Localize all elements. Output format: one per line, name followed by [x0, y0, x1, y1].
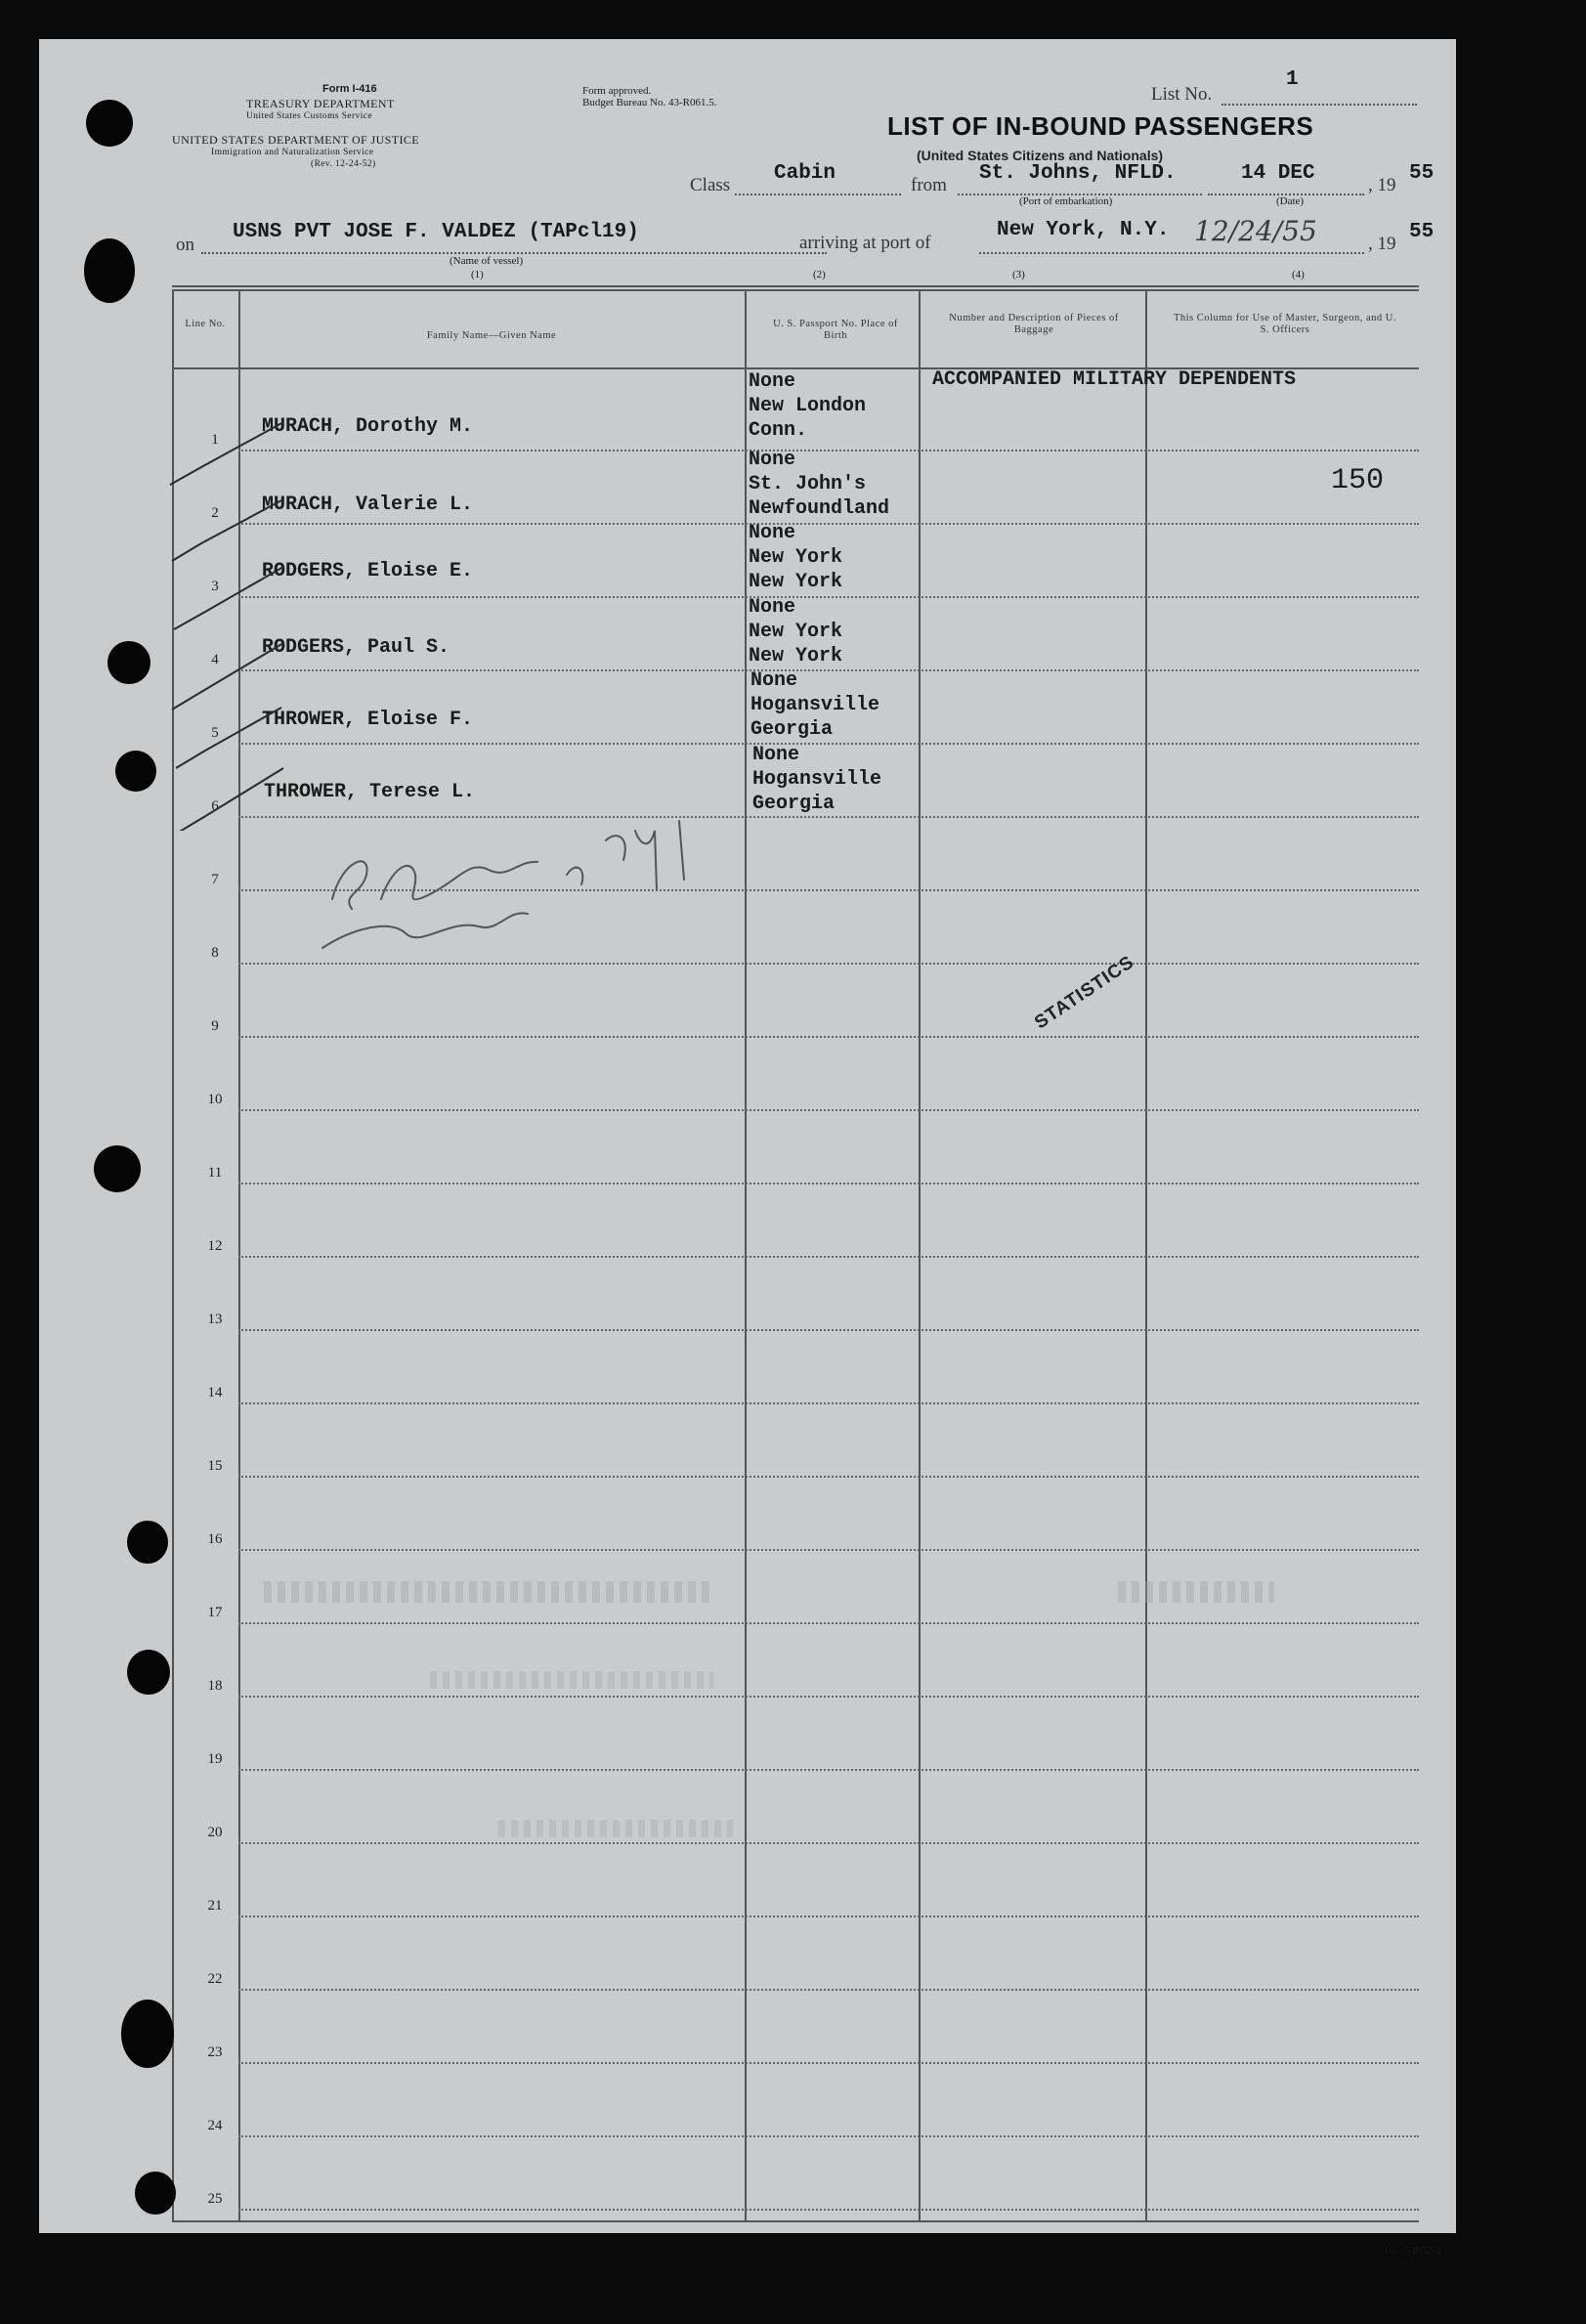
binder-hole [86, 100, 133, 147]
row-line [238, 669, 1419, 671]
arrival-port: New York, N.Y. [997, 219, 1170, 241]
birthplace-state: New York [749, 645, 843, 667]
binder-hole [115, 751, 156, 792]
line-number: 17 [207, 1605, 223, 1620]
row-line [238, 1549, 1419, 1551]
list-no-label: List No. [1151, 84, 1213, 105]
passenger-name: MURACH, Dorothy M. [262, 415, 474, 438]
line-number: 4 [211, 652, 219, 667]
binder-hole [127, 1650, 170, 1695]
agency-ins: Immigration and Naturalization Service [211, 148, 374, 157]
table-col-line-4 [1145, 289, 1147, 2220]
binder-hole [121, 2000, 174, 2068]
birthplace-state: Georgia [750, 718, 834, 741]
row-line [238, 1989, 1419, 1991]
birthplace-city: New York [749, 621, 843, 643]
passport-number: None [749, 522, 796, 544]
row-line [238, 450, 1419, 452]
line-number: 9 [211, 1018, 219, 1034]
line-number: 2 [211, 505, 219, 521]
passenger-name: MURACH, Valerie L. [262, 494, 474, 516]
row-line [238, 1329, 1419, 1331]
year-prefix: , 19 [1368, 175, 1396, 195]
line-number: 22 [207, 1971, 223, 1987]
header-baggage: Number and Description of Pieces of Baggage [949, 313, 1119, 335]
row-line [238, 2062, 1419, 2064]
passport-number: None [750, 669, 798, 692]
row-line [238, 1183, 1419, 1184]
line-number: 19 [207, 1751, 223, 1767]
line-number: 14 [207, 1385, 223, 1400]
table-bottom-border [172, 2220, 1419, 2222]
passenger-name: RODGERS, Eloise E. [262, 560, 474, 582]
passport-number: None [749, 596, 796, 619]
birthplace-state: Georgia [752, 793, 836, 815]
class-value: Cabin [774, 162, 836, 185]
line-number: 23 [207, 2044, 223, 2060]
header-line-no: Line No. [185, 319, 226, 329]
passport-number: None [749, 449, 796, 471]
inspector-signature [313, 801, 723, 968]
year2-value: 55 [1409, 221, 1435, 243]
row-line [238, 1036, 1419, 1038]
caption-3: (3) [1012, 269, 1025, 280]
line-number: 16 [207, 1531, 223, 1547]
passenger-name: THROWER, Terese L. [264, 781, 476, 803]
year-value: 55 [1409, 162, 1435, 185]
agency-justice: UNITED STATES DEPARTMENT OF JUSTICE [172, 133, 420, 147]
row-line [238, 1109, 1419, 1111]
line-number: 5 [211, 725, 219, 741]
passport-number: None [752, 744, 800, 766]
birthplace-state: New York [749, 571, 843, 593]
class-line [735, 194, 901, 195]
passport-number: None [749, 370, 796, 393]
passenger-name: RODGERS, Paul S. [262, 636, 450, 659]
from-label: from [911, 175, 947, 195]
row-line [238, 1842, 1419, 1844]
row-line [238, 2209, 1419, 2211]
list-no-value: 1 [1286, 68, 1299, 91]
check-marks [166, 420, 303, 831]
bleed-through-text [264, 1581, 713, 1603]
row-line [238, 1476, 1419, 1478]
table-col-line-2 [745, 289, 747, 2220]
line-number: 8 [211, 945, 219, 961]
line-number: 6 [211, 798, 219, 814]
row-line [238, 1256, 1419, 1258]
line-number: 15 [207, 1458, 223, 1474]
binder-hole [107, 641, 150, 684]
vessel-value: USNS PVT JOSE F. VALDEZ (TAPcl19) [233, 221, 639, 243]
officer-note: 150 [1331, 464, 1385, 497]
line-number: 13 [207, 1312, 223, 1327]
class-label: Class [690, 175, 731, 195]
arriving-label: arriving at port of [799, 233, 931, 253]
binder-hole [84, 238, 135, 303]
line-number: 10 [207, 1092, 223, 1107]
footer-code: 16—54652-2 [1384, 2245, 1441, 2257]
budget-bureau: Budget Bureau No. 43-R061.5. [582, 97, 717, 108]
line-number: 25 [207, 2191, 223, 2207]
line-number: 21 [207, 1898, 223, 1914]
table-top-border [172, 285, 1419, 287]
birthplace-city: St. John's [749, 473, 867, 495]
header-name: Family Name—Given Name [426, 330, 557, 341]
statistics-stamp: STATISTICS [1031, 951, 1138, 1034]
bleed-through-text [430, 1671, 713, 1689]
row-line [238, 596, 1419, 598]
date-value: 14 DEC [1241, 162, 1315, 185]
row-line [238, 1769, 1419, 1771]
row-line [238, 743, 1419, 745]
row-line [238, 2135, 1419, 2137]
manifest-page [39, 39, 1456, 2257]
row-line [238, 1696, 1419, 1698]
line-number: 18 [207, 1678, 223, 1694]
line-number: 11 [207, 1165, 223, 1181]
line-number: 12 [207, 1238, 223, 1254]
header-passport: U. S. Passport No. Place of Birth [773, 319, 898, 341]
year2-prefix: , 19 [1368, 234, 1396, 254]
row-line [238, 1622, 1419, 1624]
row-line [238, 1915, 1419, 1917]
caption-1: (1) [471, 269, 484, 280]
agency-customs: United States Customs Service [246, 111, 373, 121]
vessel-line [201, 252, 827, 254]
binder-hole [135, 2172, 176, 2215]
birthplace-state: Conn. [749, 419, 808, 442]
passenger-name: THROWER, Eloise F. [262, 709, 474, 731]
page-subtitle: (United States Citizens and Nationals) [917, 148, 1164, 163]
birthplace-city: Hogansville [750, 694, 880, 716]
table-top-border-2 [172, 289, 1419, 291]
caption-4: (4) [1292, 269, 1305, 280]
row-line [238, 523, 1419, 525]
binder-hole [127, 1521, 168, 1564]
date-caption: (Date) [1276, 195, 1305, 207]
page-title: LIST OF IN-BOUND PASSENGERS [887, 111, 1314, 141]
vessel-caption: (Name of vessel) [450, 255, 524, 267]
caption-2: (2) [813, 269, 826, 280]
line-number: 20 [207, 1825, 223, 1840]
agency-treasury: TREASURY DEPARTMENT [246, 97, 395, 110]
line-number: 3 [211, 579, 219, 594]
birthplace-city: Hogansville [752, 768, 882, 791]
from-value: St. Johns, NFLD. [979, 162, 1177, 185]
header-officers: This Column for Use of Master, Surgeon, and U. S. Officers [1174, 313, 1396, 335]
table-col-line-3 [919, 289, 921, 2220]
birthplace-city: New London [749, 395, 867, 417]
list-no-line [1222, 104, 1417, 106]
arrival-line [979, 252, 1364, 254]
line-number: 24 [207, 2118, 223, 2133]
baggage-note: ACCOMPANIED MILITARY DEPENDENTS [932, 368, 1297, 391]
binder-hole [94, 1145, 141, 1192]
arrival-handwritten-date: 12/24/55 [1194, 215, 1317, 247]
line-number: 7 [211, 872, 219, 887]
line-number: 1 [211, 432, 219, 448]
form-number: Form I-416 [322, 83, 377, 95]
birthplace-state: Newfoundland [749, 497, 890, 520]
row-line [238, 1402, 1419, 1404]
bleed-through-text [498, 1820, 733, 1837]
form-approved: Form approved. [582, 85, 652, 97]
birthplace-city: New York [749, 546, 843, 569]
on-label: on [176, 235, 194, 255]
port-caption: (Port of embarkation) [1019, 195, 1113, 207]
form-revision: (Rev. 12-24-52) [311, 159, 376, 169]
bleed-through-text [1118, 1581, 1274, 1603]
